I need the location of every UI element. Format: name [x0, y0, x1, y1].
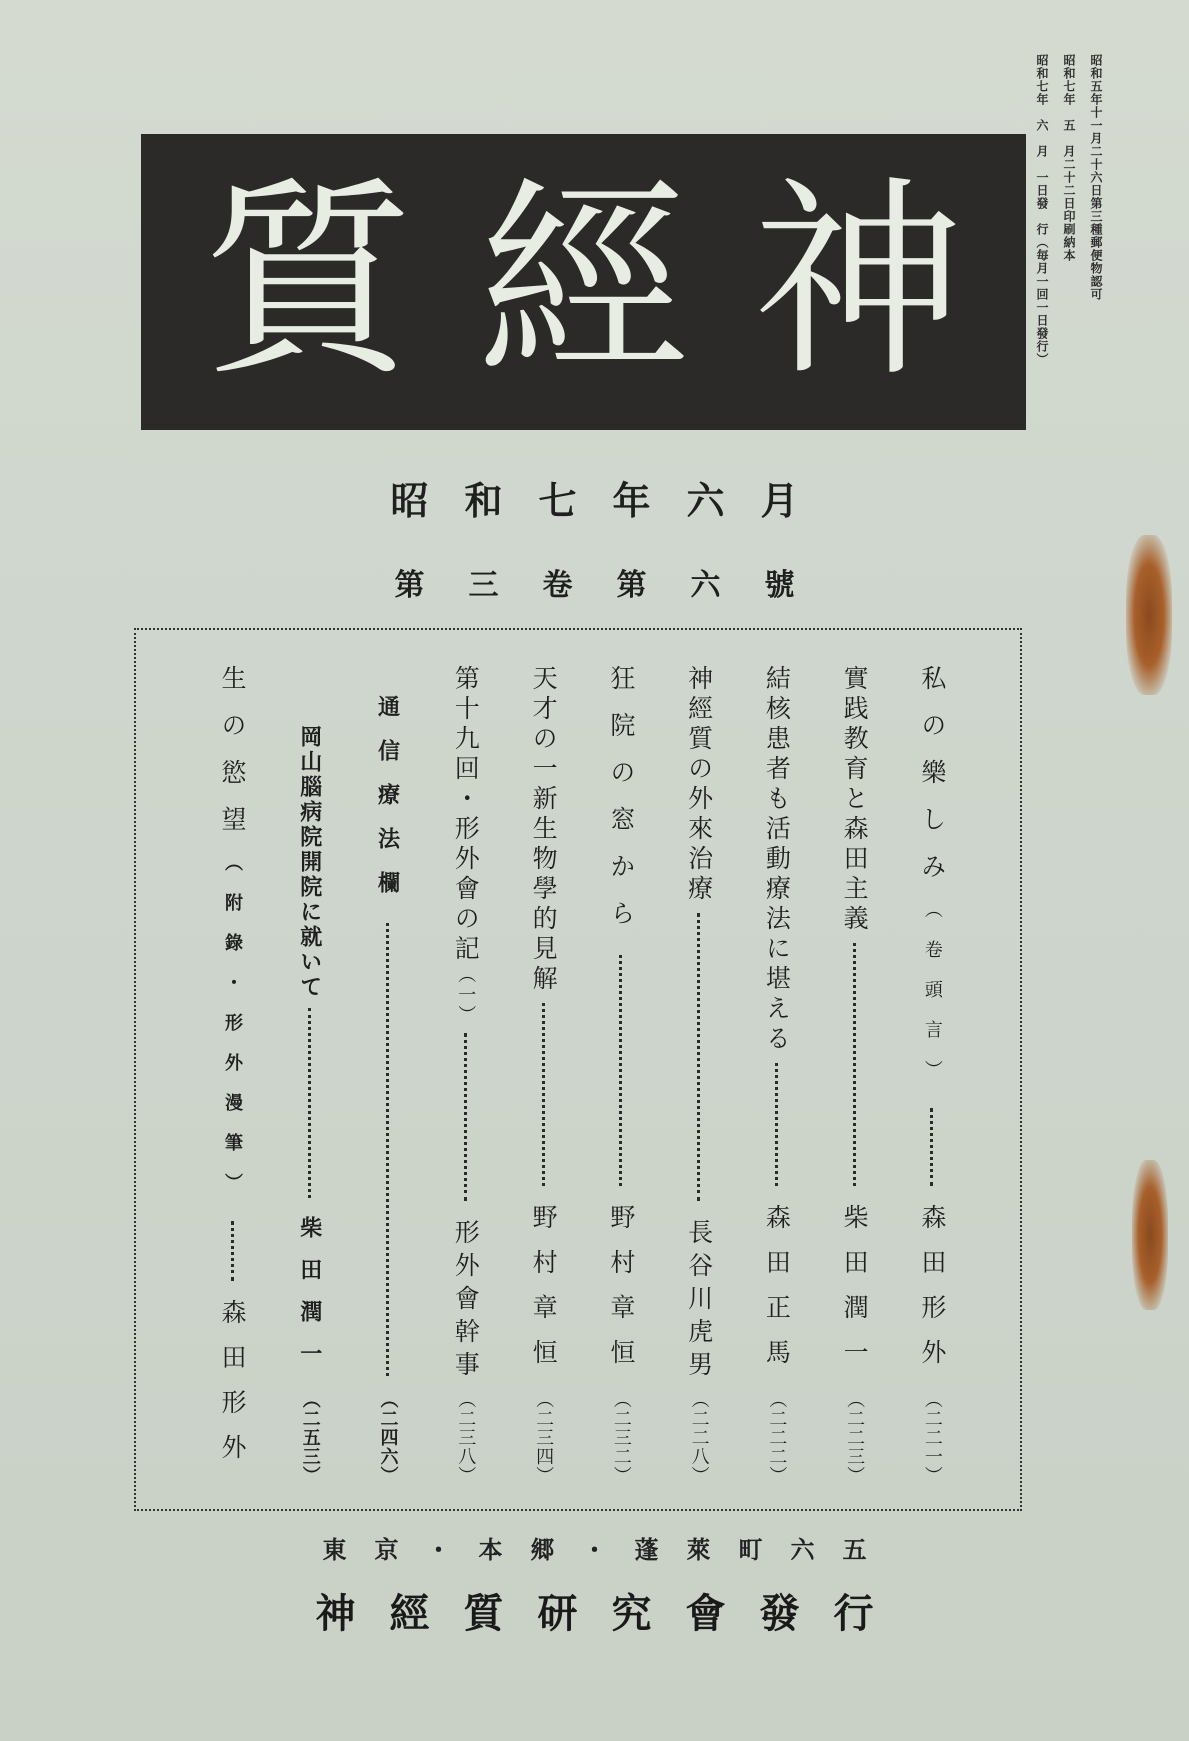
leader-dots: [619, 955, 622, 1186]
toc-title: 生の慾望: [218, 665, 247, 853]
masthead-char: 經: [477, 158, 690, 405]
masthead-char: 質: [202, 158, 415, 405]
leader-dots: [853, 943, 856, 1186]
issue-number: 第三卷第六號: [394, 568, 839, 603]
issue-date: 昭和七年六月: [390, 478, 835, 523]
leader-dots: [697, 913, 700, 1201]
leader-dots: [231, 1221, 234, 1281]
toc-author: 森田形外: [218, 1299, 247, 1479]
toc-title: 結核患者も活動療法に堪える: [762, 665, 792, 1055]
toc-title: 通信療法欄: [374, 695, 401, 915]
toc-page: （二五三）: [299, 1390, 321, 1485]
registration-line: 昭和七年 六 月 一日發 行（毎月一回一日發行）: [1035, 54, 1049, 366]
toc-author: 柴田潤一: [840, 1204, 870, 1384]
publisher-name: 神經質研究會發行: [315, 1590, 908, 1637]
toc-entry[interactable]: [445, 665, 485, 1485]
toc-entry[interactable]: [679, 665, 719, 1485]
registration-notice: [1034, 54, 1105, 484]
toc-page: （二三二）: [610, 1390, 632, 1485]
toc-entry[interactable]: [212, 665, 252, 1485]
toc-author: 形外會幹事: [451, 1219, 481, 1384]
toc-author: 長谷川虎男: [684, 1219, 714, 1384]
toc-page: （二三四）: [533, 1390, 555, 1485]
toc-author: 森田正馬: [762, 1204, 792, 1384]
toc-page: （二四六）: [377, 1390, 399, 1485]
table-of-contents: [212, 665, 952, 1485]
toc-page: （二二一）: [921, 1390, 943, 1485]
registration-line: 昭和五年十一月二十六日第三種郵便物認可: [1089, 54, 1103, 301]
toc-title: 第十九回・形外會の記: [451, 665, 481, 965]
registration-line: 昭和七年 五 月二十二日印刷納本: [1062, 54, 1076, 262]
toc-entry[interactable]: [756, 665, 796, 1485]
leader-dots: [930, 1108, 933, 1186]
toc-entry[interactable]: [368, 665, 408, 1485]
stain-mark: [1126, 535, 1172, 695]
toc-title: 私の樂しみ: [917, 665, 947, 900]
masthead-char: 神: [752, 158, 965, 405]
toc-entry[interactable]: [834, 665, 874, 1485]
toc-author: 森田形外: [917, 1204, 947, 1384]
toc-subtitle: （一）: [455, 965, 477, 1025]
leader-dots: [464, 1033, 467, 1201]
toc-subtitle: （卷頭言）: [921, 900, 943, 1100]
masthead: [141, 134, 1026, 430]
toc-title: 神經質の外來治療: [684, 665, 714, 905]
toc-entry[interactable]: [912, 665, 952, 1485]
toc-title: 岡山腦病院開院に就いて: [296, 725, 323, 1000]
leader-dots: [308, 1008, 311, 1198]
publisher-address: 東京・本郷・蓬萊町六五: [322, 1535, 895, 1564]
leader-dots: [386, 923, 389, 1376]
toc-author: 野村章恒: [529, 1204, 559, 1384]
toc-page: （二三八）: [455, 1390, 477, 1485]
toc-page: （二二八）: [688, 1390, 710, 1485]
toc-author: 野村章恒: [606, 1204, 636, 1384]
toc-entry[interactable]: [601, 665, 641, 1485]
toc-entry[interactable]: [290, 665, 330, 1485]
toc-page: （二二三）: [844, 1390, 866, 1485]
toc-author: 柴田潤一: [296, 1216, 323, 1384]
toc-title: 實践教育と森田主義: [840, 665, 870, 935]
toc-title: 天才の一新生物學的見解: [529, 665, 559, 995]
leader-dots: [542, 1003, 545, 1186]
toc-subtitle: （附錄・形外漫筆）: [222, 853, 243, 1213]
toc-page: （二二二）: [766, 1390, 788, 1485]
stain-mark: [1132, 1160, 1168, 1310]
toc-title: 狂院の窓から: [606, 665, 636, 947]
leader-dots: [775, 1063, 778, 1186]
toc-entry[interactable]: [523, 665, 563, 1485]
